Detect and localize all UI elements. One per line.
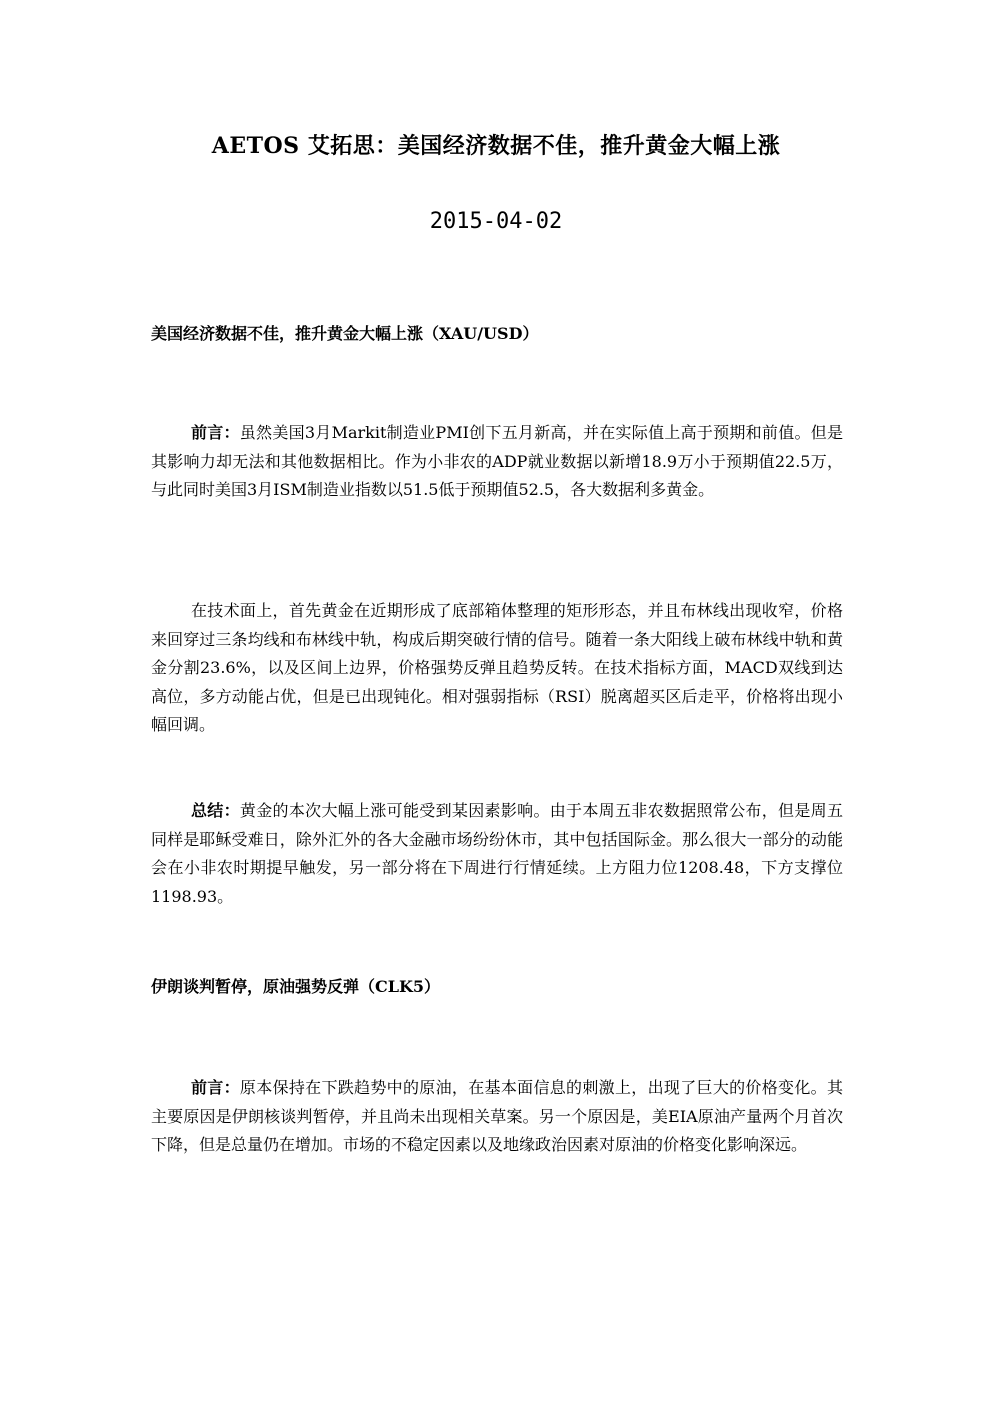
paragraph-text: 黄金的本次大幅上涨可能受到某因素影响。由于本周五非农数据照常公布，但是周五同样是耶稣受难日，除外汇外的各大金融市场纷纷休市，其中包括国际金。那么很大一部分的动能会在小非农时期提早触发，另一部分将在下周进行行情延续。上方阻力位1208.48，下方支撑位1198.93。 xyxy=(151,801,843,906)
paragraph-lead-label: 前言： xyxy=(191,1078,240,1097)
paragraph-gold-technical xyxy=(151,597,843,740)
paragraph-text: 虽然美国3月Markit制造业PMI创下五月新高，并在实际值上高于预期和前值。但是其影响力却无法和其他数据相比。作为小非农的ADP就业数据以新增18.9万小于预期值22.5万，与此同时美国3月ISM制造业指数以51.5低于预期值52.5，各大数据利多黄金。 xyxy=(151,423,843,499)
paragraph-lead-label: 总结： xyxy=(191,801,240,820)
document-title: AETOS 艾拓思：美国经济数据不佳，推升黄金大幅上涨 xyxy=(211,133,781,159)
section-heading-oil: 伊朗谈判暂停，原油强势反弹（CLK5） xyxy=(151,977,441,996)
section-heading-gold: 美国经济数据不佳，推升黄金大幅上涨（XAU/USD） xyxy=(151,324,539,343)
paragraph-oil-intro xyxy=(151,1074,843,1160)
paragraph-text: 原本保持在下跌趋势中的原油，在基本面信息的刺激上，出现了巨大的价格变化。其主要原因是伊朗核谈判暂停，并且尚未出现相关草案。另一个原因是，美EIA原油产量两个月首次下降，但是总量仍在增加。市场的不稳定因素以及地缘政治因素对原油的价格变化影响深远。 xyxy=(151,1078,843,1154)
paragraph-text: 在技术面上，首先黄金在近期形成了底部箱体整理的矩形形态，并且布林线出现收窄，价格来回穿过三条均线和布林线中轨，构成后期突破行情的信号。随着一条大阳线上破布林线中轨和黄金分割23.6%，以及区间上边界，价格强势反弹且趋势反转。在技术指标方面，MACD双线到达高位，多方动能占优，但是已出现钝化。相对强弱指标（RSI）脱离超买区后走平，价格将出现小幅回调。 xyxy=(151,601,843,734)
paragraph-gold-summary xyxy=(151,797,843,911)
paragraph-gold-intro xyxy=(151,419,843,505)
paragraph-lead-label: 前言： xyxy=(191,423,240,442)
document-date: 2015-04-02 xyxy=(429,209,563,234)
